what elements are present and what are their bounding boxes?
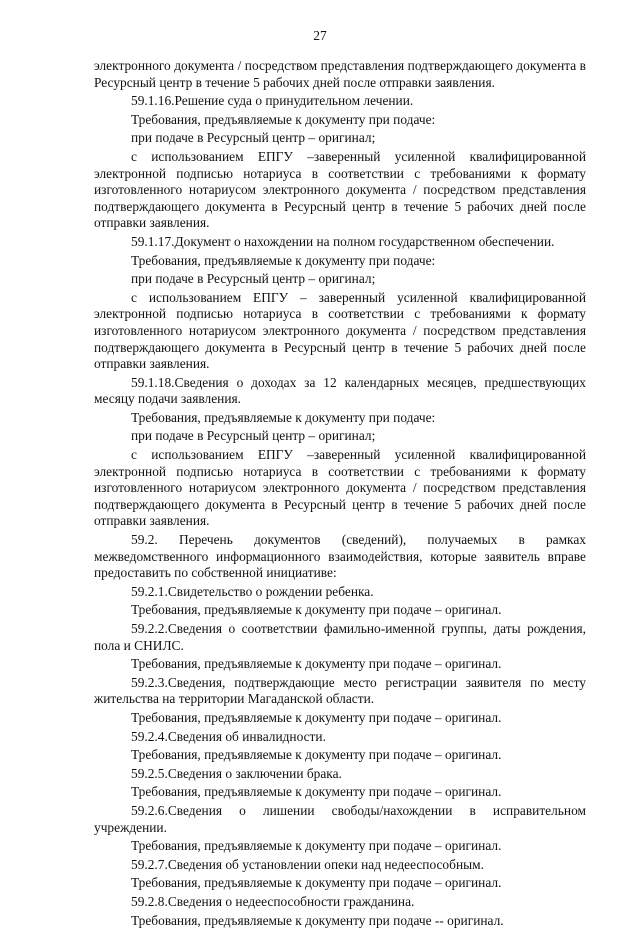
paragraph: 59.2.5.Сведения о заключении брака. — [94, 766, 586, 783]
paragraph: 59.2.4.Сведения об инвалидности. — [94, 729, 586, 746]
paragraph: при подаче в Ресурсный центр – оригинал; — [94, 130, 586, 147]
paragraph: Требования, предъявляемые к документу при подаче – оригинал. — [94, 602, 586, 619]
paragraph: при подаче в Ресурсный центр – оригинал; — [94, 428, 586, 445]
paragraph: Требования, предъявляемые к документу при подаче – оригинал. — [94, 875, 586, 892]
paragraph: 59.1.18.Сведения о доходах за 12 календарных месяцев, предшествующих месяцу подачи заявления. — [94, 375, 586, 408]
paragraph: Требования, предъявляемые к документу при подаче – оригинал. — [94, 656, 586, 673]
paragraph: 59.2.1.Свидетельство о рождении ребенка. — [94, 584, 586, 601]
paragraph: 59.1.16.Решение суда о принудительном лечении. — [94, 93, 586, 110]
paragraph: 59.2. Перечень документов (сведений), получаемых в рамках межведомственного информационного взаимодействия, которые заявитель вправе предоставить по собственной инициативе: — [94, 532, 586, 582]
paragraph: Требования, предъявляемые к документу при подаче: — [94, 112, 586, 129]
paragraph: с использованием ЕПГУ –заверенный усиленной квалифицированной электронной подписью нотариуса в соответствии с требованиями к формату изготовленного нотариусом электронного документа / посредством представления подтверждающего документа в Ресурсный центр в течение 5 рабочих дней после отправки заявления. — [94, 149, 586, 232]
page-number: 27 — [0, 28, 640, 44]
paragraph: Требования, предъявляемые к документу при подаче – оригинал. — [94, 838, 586, 855]
document-body — [94, 58, 586, 929]
paragraph: 59.2.3.Сведения, подтверждающие место регистрации заявителя по месту жительства на территории Магаданской области. — [94, 675, 586, 708]
paragraph: с использованием ЕПГУ – заверенный усиленной квалифицированной электронной подписью нотариуса в соответствии с требованиями к формату изготовленного нотариусом электронного документа / посредством представления подтверждающего документа в Ресурсный центр в течение 5 рабочих дней после отправки заявления. — [94, 290, 586, 373]
paragraph: Требования, предъявляемые к документу при подаче – оригинал. — [94, 747, 586, 764]
paragraph: Требования, предъявляемые к документу при подаче: — [94, 253, 586, 270]
paragraph: Требования, предъявляемые к документу при подаче – оригинал. — [94, 710, 586, 727]
paragraph: электронного документа / посредством представления подтверждающего документа в Ресурсный центр в течение 5 рабочих дней после отправки заявления. — [94, 58, 586, 91]
paragraph: при подаче в Ресурсный центр – оригинал; — [94, 271, 586, 288]
paragraph: 59.2.8.Сведения о недееспособности гражданина. — [94, 894, 586, 911]
paragraph: 59.2.6.Сведения о лишении свободы/нахождении в исправительном учреждении. — [94, 803, 586, 836]
paragraph: 59.2.7.Сведения об установлении опеки над недееспособным. — [94, 857, 586, 874]
paragraph: Требования, предъявляемые к документу при подаче: — [94, 410, 586, 427]
paragraph: 59.2.2.Сведения о соответствии фамильно-именной группы, даты рождения, пола и СНИЛС. — [94, 621, 586, 654]
paragraph: Требования, предъявляемые к документу при подаче – оригинал. — [94, 784, 586, 801]
paragraph: 59.1.17.Документ о нахождении на полном государственном обеспечении. — [94, 234, 586, 251]
paragraph: с использованием ЕПГУ –заверенный усиленной квалифицированной электронной подписью нотариуса в соответствии с требованиями к формату изготовленного нотариусом электронного документа / посредством представления подтверждающего документа в Ресурсный центр в течение 5 рабочих дней после отправки заявления. — [94, 447, 586, 530]
paragraph: Требования, предъявляемые к документу при подаче -- оригинал. — [94, 913, 586, 929]
